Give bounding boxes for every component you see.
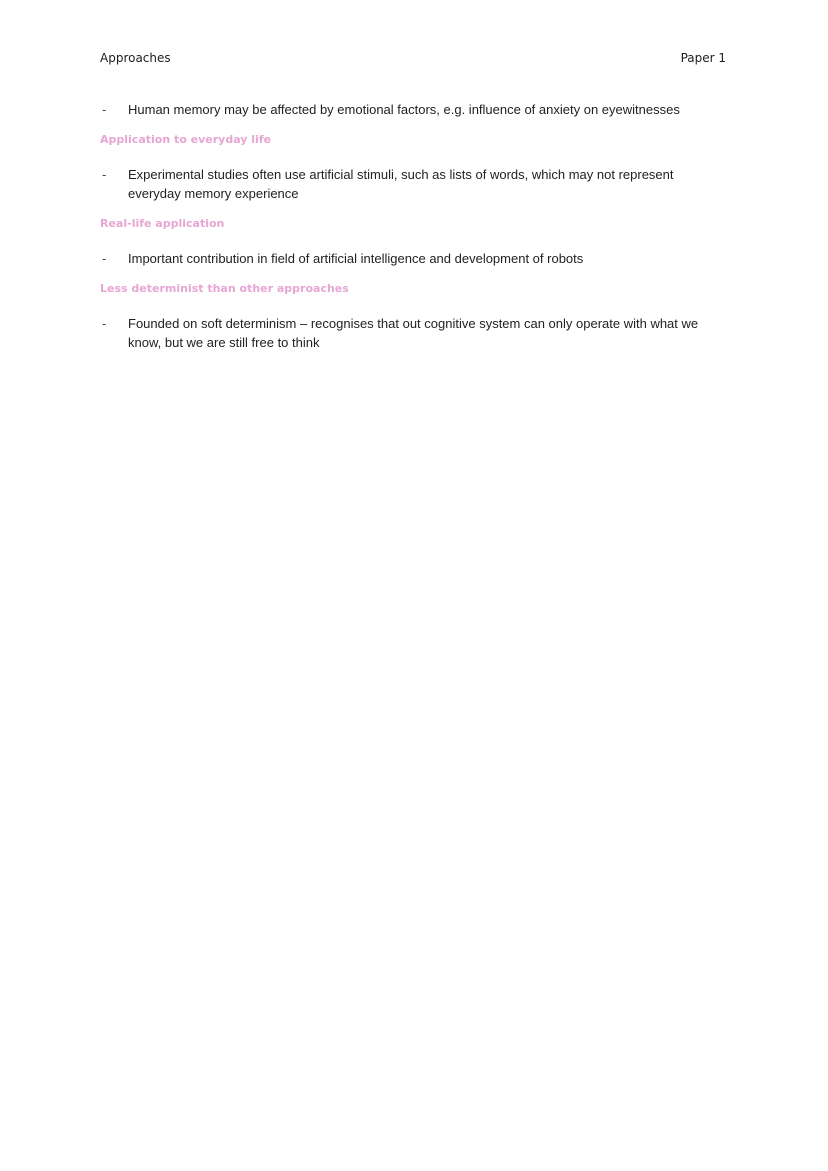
- bullet-item-emotional-factors: [100, 100, 726, 119]
- section-heading-real-life-application: Real-life application: [100, 217, 225, 230]
- bullet-dash: -: [102, 167, 107, 182]
- bullet-item-artificial-stimuli: [100, 165, 726, 203]
- bullet-text: Human memory may be affected by emotional factors, e.g. influence of anxiety on eyewitnesses: [128, 102, 680, 117]
- page-header: [100, 51, 726, 65]
- header-paper-label: Paper 1: [680, 51, 726, 65]
- section-heading-less-determinist: Less determinist than other approaches: [100, 282, 349, 295]
- bullet-dash: -: [102, 316, 107, 331]
- bullet-text: Experimental studies often use artificial stimuli, such as lists of words, which may not represent everyday memory experience: [128, 167, 674, 201]
- bullet-item-soft-determinism: [100, 314, 726, 352]
- bullet-text: Important contribution in field of artificial intelligence and development of robots: [128, 251, 584, 266]
- bullet-item-artificial-intelligence: [100, 249, 726, 268]
- header-title: Approaches: [100, 51, 171, 65]
- bullet-dash: -: [102, 251, 107, 266]
- section-heading-everyday-life: Application to everyday life: [100, 133, 272, 146]
- bullet-dash: -: [102, 102, 107, 117]
- bullet-text: Founded on soft determinism – recognises that out cognitive system can only operate with what we know, but we are still free to think: [128, 316, 699, 350]
- document-body: [100, 100, 726, 352]
